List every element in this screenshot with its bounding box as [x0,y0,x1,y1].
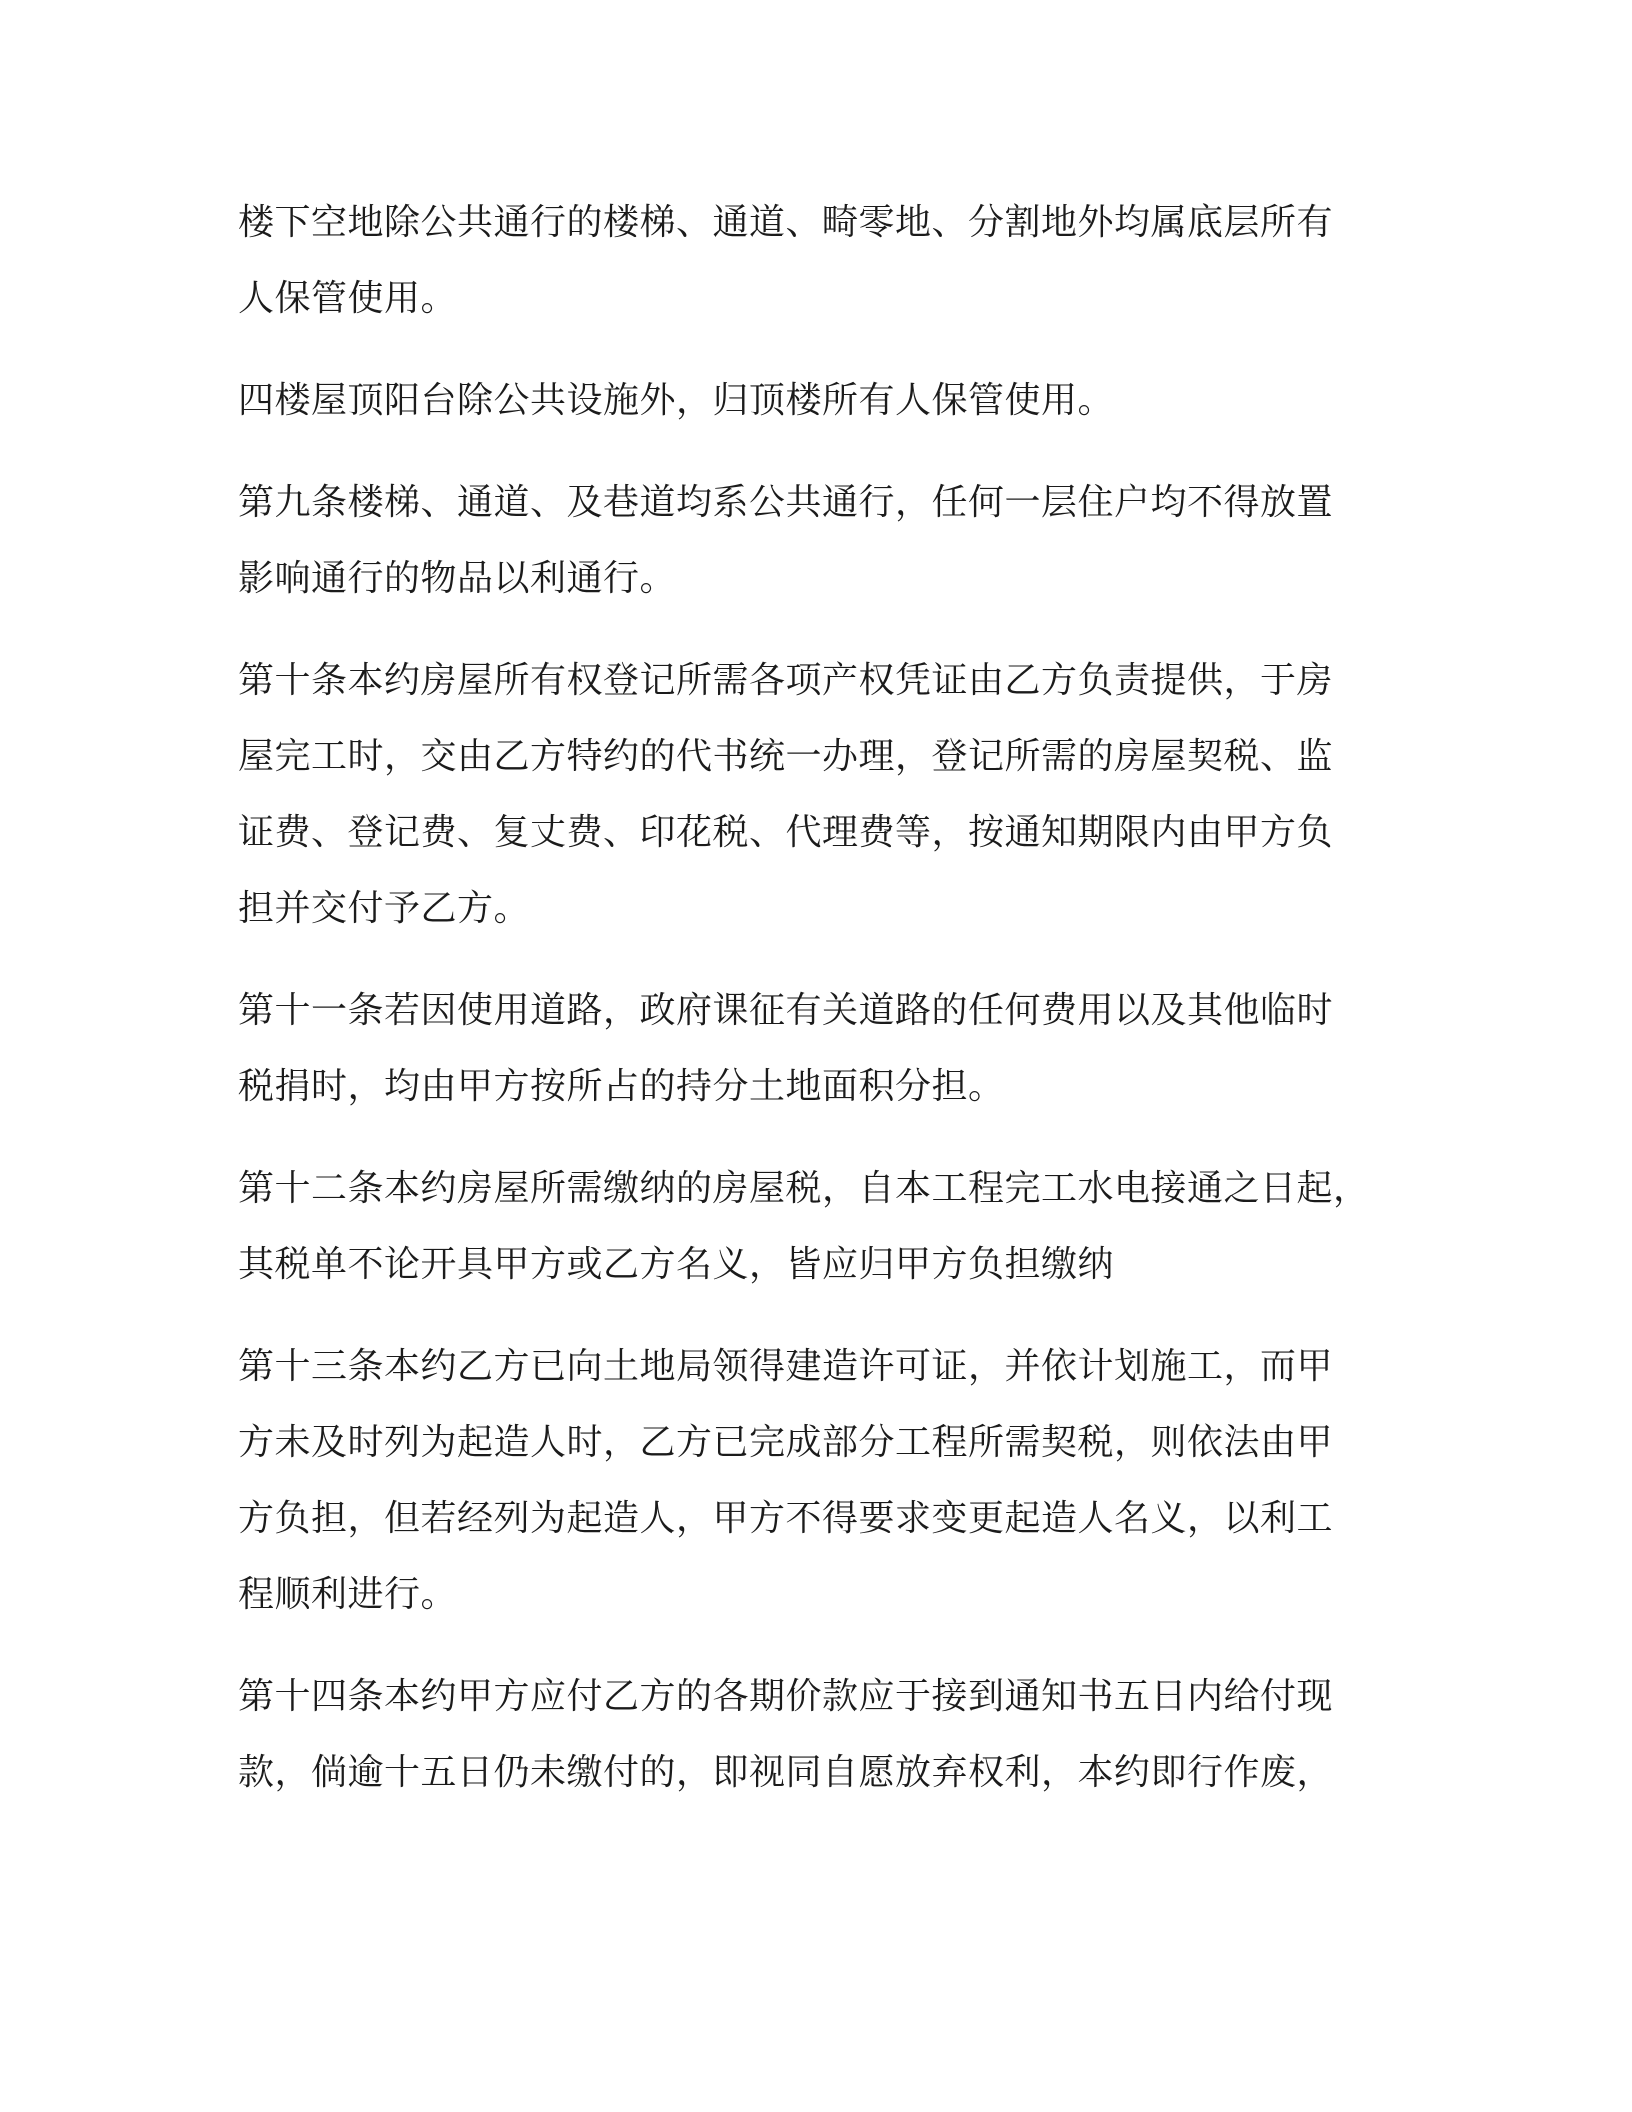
text-line: 税捐时，均由甲方按所占的持分土地面积分担。 [238,1066,1005,1107]
paragraph-article-9 [238,465,1398,617]
text-line: 人保管使用。 [238,278,458,319]
text-line: 担并交付予乙方。 [238,888,531,929]
text-line: 款，倘逾十五日仍未缴付的，即视同自愿放弃权利，本约即行作废， [238,1752,1334,1793]
text-line: 四楼屋顶阳台除公共设施外，归顶楼所有人保管使用。 [238,380,1115,421]
text-line: 第十三条本约乙方已向土地局领得建造许可证，并依计划施工，而甲 [238,1346,1334,1387]
paragraph-article-12 [238,1151,1398,1303]
text-line: 第十四条本约甲方应付乙方的各期价款应于接到通知书五日内给付现 [238,1676,1334,1717]
paragraph-article-13 [238,1329,1398,1633]
text-line: 影响通行的物品以利通行。 [238,558,677,599]
text-line: 方负担，但若经列为起造人，甲方不得要求变更起造人名义，以利工 [238,1498,1334,1539]
text-line: 第十条本约房屋所有权登记所需各项产权凭证由乙方负责提供，于房 [238,660,1334,701]
text-line: 证费、登记费、复丈费、印花税、代理费等，按通知期限内由甲方负 [238,812,1334,853]
text-line: 第十二条本约房屋所需缴纳的房屋税，自本工程完工水电接通之日起， [238,1168,1370,1209]
text-line: 第九条楼梯、通道、及巷道均系公共通行，任何一层住户均不得放置 [238,482,1334,523]
document-body [238,185,1398,1837]
paragraph-rooftop-terrace [238,363,1398,439]
text-line: 楼下空地除公共通行的楼梯、通道、畸零地、分割地外均属底层所有 [238,202,1334,243]
text-line: 屋完工时，交由乙方特约的代书统一办理，登记所需的房屋契税、监 [238,736,1334,777]
text-line: 方未及时列为起造人时，乙方已完成部分工程所需契税，则依法由甲 [238,1422,1334,1463]
text-line: 程顺利进行。 [238,1574,458,1615]
text-line: 其税单不论开具甲方或乙方名义，皆应归甲方负担缴纳 [238,1244,1115,1285]
paragraph-article-14 [238,1659,1398,1811]
paragraph-ground-floor-space [238,185,1398,337]
paragraph-article-10 [238,643,1398,947]
paragraph-article-11 [238,973,1398,1125]
text-line: 第十一条若因使用道路，政府课征有关道路的任何费用以及其他临时 [238,990,1334,1031]
